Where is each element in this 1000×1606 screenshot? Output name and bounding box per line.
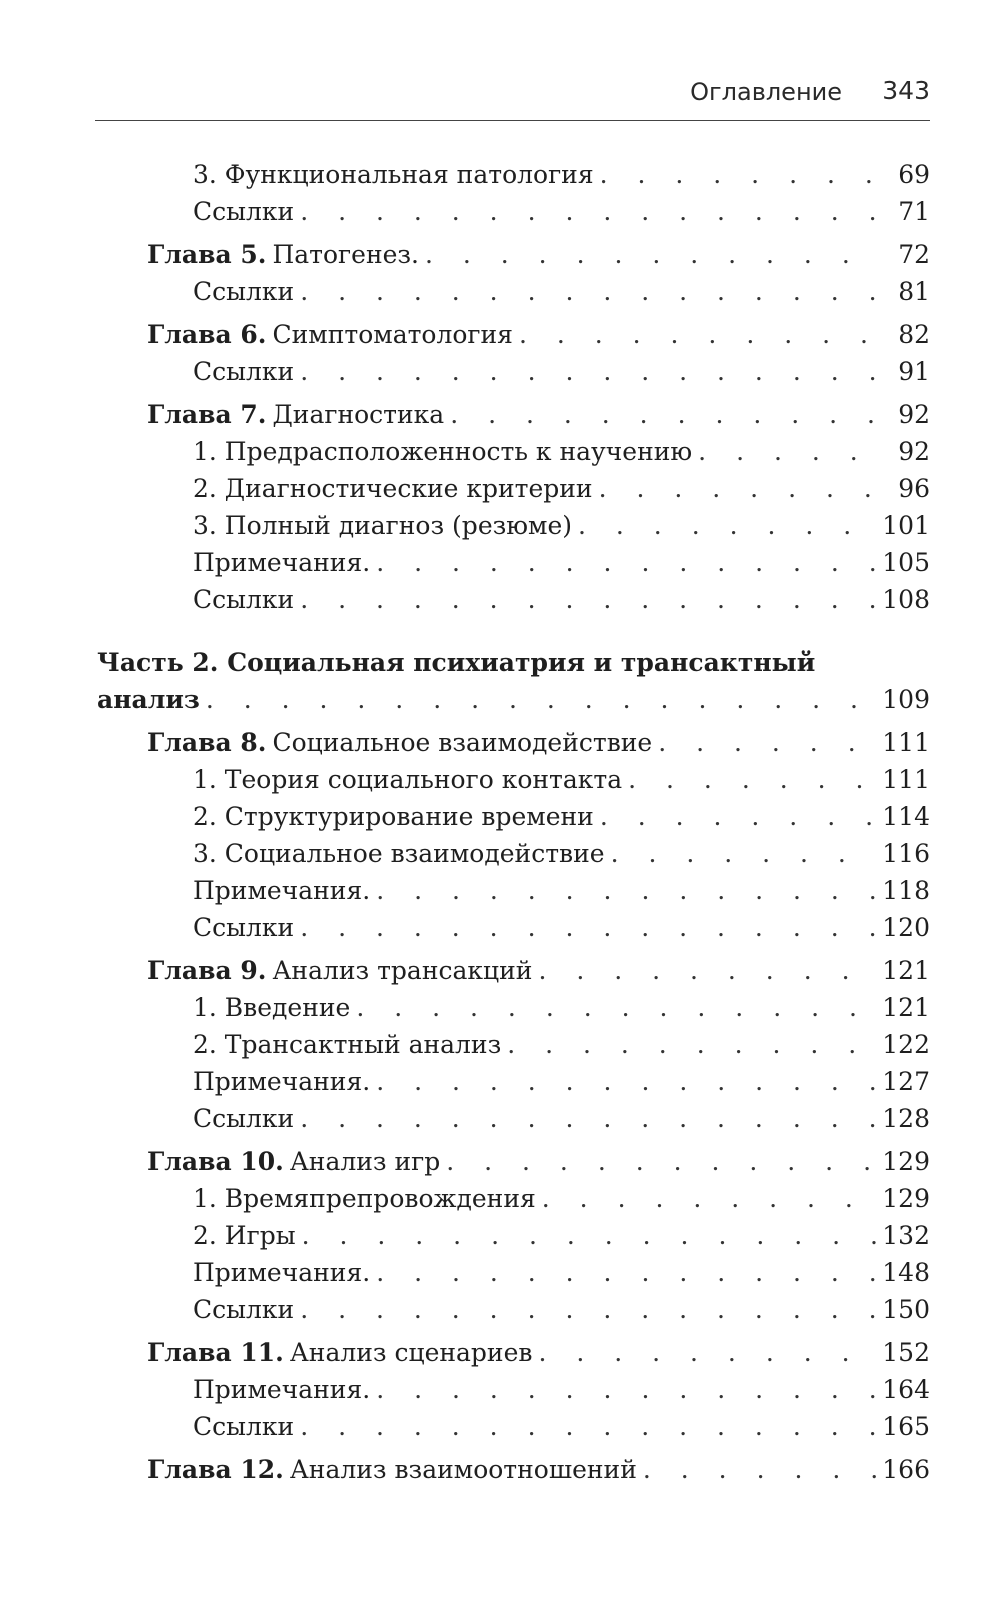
dot-leader [300, 581, 876, 618]
chapter-title: Анализ трансакций [272, 956, 533, 985]
dot-leader [542, 1180, 877, 1217]
toc-entry-label: 3. Функциональная патология [193, 160, 594, 189]
toc-entry[interactable] [0, 835, 1000, 872]
chapter-prefix: Глава 8. [147, 728, 267, 757]
toc-chapter-label [147, 1143, 440, 1180]
toc-entry-label: Примечания. [193, 1375, 371, 1404]
chapter-prefix: Глава 10. [147, 1147, 284, 1176]
toc-chapter-page: 72 [898, 240, 930, 269]
toc-entry-page: 96 [898, 474, 930, 503]
toc-entry[interactable] [0, 353, 1000, 390]
toc-chapter-label [147, 724, 652, 761]
dot-leader [425, 236, 878, 273]
toc-chapter[interactable] [0, 316, 1000, 353]
dot-leader [643, 1451, 876, 1488]
toc-entry[interactable] [0, 193, 1000, 230]
toc-entry-label: Ссылки [193, 277, 295, 306]
chapter-prefix: Глава 12. [147, 1455, 284, 1484]
chapter-title: Анализ взаимоотношений [289, 1455, 637, 1484]
toc-entry-label: 1. Предрасположенность к научению [193, 437, 693, 466]
chapter-title: Патогенез. [272, 240, 419, 269]
toc-part[interactable] [0, 681, 1000, 718]
dot-leader [600, 798, 876, 835]
dot-leader [300, 273, 878, 310]
toc-chapter[interactable] [0, 952, 1000, 989]
dot-leader [376, 872, 876, 909]
toc-entry[interactable] [0, 909, 1000, 946]
toc-entry[interactable] [0, 1217, 1000, 1254]
dot-leader [300, 1408, 876, 1445]
toc-entry-label: Ссылки [193, 1104, 295, 1133]
toc-entry[interactable] [0, 1180, 1000, 1217]
toc-chapter-label [147, 396, 444, 433]
toc-chapter-label [147, 316, 513, 353]
toc-chapter-page: 92 [898, 400, 930, 429]
toc-entry-page: 164 [882, 1375, 930, 1404]
toc-entry[interactable] [0, 470, 1000, 507]
dot-leader [446, 1143, 876, 1180]
toc-chapter[interactable] [0, 1143, 1000, 1180]
toc-entry[interactable] [0, 1026, 1000, 1063]
toc-entry-page: 114 [882, 802, 930, 831]
chapter-prefix: Глава 9. [147, 956, 267, 985]
dot-leader [376, 544, 876, 581]
toc-entry[interactable] [0, 798, 1000, 835]
toc-entry-page: 81 [898, 277, 930, 306]
toc-chapter[interactable] [0, 396, 1000, 433]
toc-entry-label: 3. Полный диагноз (резюме) [193, 511, 573, 540]
toc-entry[interactable] [0, 1408, 1000, 1445]
dot-leader [450, 396, 878, 433]
dot-leader [658, 724, 876, 761]
toc-chapter[interactable] [0, 1451, 1000, 1488]
toc-entry-label: 1. Теория социального контакта [193, 765, 623, 794]
toc-entry[interactable] [0, 872, 1000, 909]
dot-leader [600, 156, 878, 193]
toc-entry-page: 129 [882, 1184, 930, 1213]
page-number: 343 [882, 76, 930, 105]
toc-entry[interactable] [0, 581, 1000, 618]
toc-entry-label: Ссылки [193, 585, 295, 614]
dot-leader [519, 316, 878, 353]
toc-entry[interactable] [0, 1100, 1000, 1137]
toc-chapter-page: 111 [882, 728, 930, 757]
table-of-contents [0, 156, 1000, 1488]
dot-leader [376, 1254, 876, 1291]
toc-entry-page: 116 [882, 839, 930, 868]
dot-leader [578, 507, 876, 544]
toc-entry-page: 132 [882, 1221, 930, 1250]
dot-leader [356, 989, 876, 1026]
toc-entry-label: Примечания. [193, 1067, 371, 1096]
dot-leader [628, 761, 876, 798]
dot-leader [300, 1291, 876, 1328]
toc-entry-page: 120 [882, 913, 930, 942]
toc-entry[interactable] [0, 544, 1000, 581]
toc-chapter-label [147, 952, 532, 989]
toc-chapter-label [147, 236, 419, 273]
toc-entry-page: 101 [882, 511, 930, 540]
dot-leader [300, 909, 876, 946]
toc-entry-label: Примечания. [193, 548, 371, 577]
toc-entry[interactable] [0, 156, 1000, 193]
chapter-prefix: Глава 5. [147, 240, 267, 269]
chapter-prefix: Глава 11. [147, 1338, 284, 1367]
toc-entry[interactable] [0, 1371, 1000, 1408]
toc-entry[interactable] [0, 989, 1000, 1026]
toc-entry-label: 3. Социальное взаимодействие [193, 839, 605, 868]
dot-leader [698, 433, 878, 470]
toc-entry-page: 71 [898, 197, 930, 226]
dot-leader [302, 1217, 877, 1254]
toc-entry[interactable] [0, 433, 1000, 470]
dot-leader [538, 952, 876, 989]
chapter-title: Анализ игр [289, 1147, 441, 1176]
toc-entry-page: 127 [882, 1067, 930, 1096]
toc-entry[interactable] [0, 1291, 1000, 1328]
toc-entry-page: 128 [882, 1104, 930, 1133]
toc-entry-page: 118 [882, 876, 930, 905]
chapter-prefix: Глава 7. [147, 400, 267, 429]
toc-chapter-page: 166 [882, 1455, 930, 1484]
running-header-title: Оглавление [690, 78, 842, 106]
toc-chapter-page: 129 [882, 1147, 930, 1176]
toc-entry-label: Примечания. [193, 1258, 371, 1287]
toc-entry[interactable] [0, 1254, 1000, 1291]
toc-part-title-cont: анализ [97, 685, 200, 714]
toc-chapter[interactable] [0, 724, 1000, 761]
dot-leader [611, 835, 877, 872]
toc-entry[interactable] [0, 761, 1000, 798]
toc-entry-page: 91 [898, 357, 930, 386]
toc-entry[interactable] [0, 1063, 1000, 1100]
dot-leader [300, 193, 878, 230]
toc-entry-page: 111 [882, 765, 930, 794]
toc-part-page: 109 [882, 685, 930, 714]
toc-entry-label: Ссылки [193, 1412, 295, 1441]
toc-entry-label: 2. Игры [193, 1221, 296, 1250]
dot-leader [300, 353, 878, 390]
toc-entry-label: 1. Времяпрепровождения [193, 1184, 536, 1213]
toc-entry-label: Ссылки [193, 1295, 295, 1324]
dot-leader [507, 1026, 876, 1063]
dot-leader [376, 1371, 876, 1408]
toc-chapter-page: 121 [882, 956, 930, 985]
toc-part-title[interactable]: Часть 2. Социальная психиатрия и трансактный [97, 648, 816, 677]
chapter-title: Анализ сценариев [289, 1338, 533, 1367]
toc-entry-page: 150 [882, 1295, 930, 1324]
toc-entry[interactable] [0, 273, 1000, 310]
chapter-prefix: Глава 6. [147, 320, 267, 349]
toc-entry-label: Примечания. [193, 876, 371, 905]
chapter-title: Симптоматология [272, 320, 513, 349]
toc-entry-page: 165 [882, 1412, 930, 1441]
page-header [95, 72, 930, 121]
toc-chapter-page: 82 [898, 320, 930, 349]
chapter-title: Социальное взаимодействие [272, 728, 653, 757]
toc-entry-page: 108 [882, 585, 930, 614]
toc-entry-page: 148 [882, 1258, 930, 1287]
toc-chapter[interactable] [0, 236, 1000, 273]
dot-leader [376, 1063, 876, 1100]
toc-entry-label: 2. Трансактный анализ [193, 1030, 502, 1059]
toc-chapter[interactable] [0, 1334, 1000, 1371]
toc-entry-label: 2. Структурирование времени [193, 802, 594, 831]
toc-entry-page: 69 [898, 160, 930, 189]
toc-entry-label: 2. Диагностические критерии [193, 474, 593, 503]
toc-entry-page: 92 [898, 437, 930, 466]
toc-chapter-page: 152 [882, 1338, 930, 1367]
toc-entry-page: 122 [882, 1030, 930, 1059]
toc-chapter-label [147, 1451, 637, 1488]
chapter-title: Диагностика [272, 400, 445, 429]
dot-leader [206, 681, 876, 718]
toc-entry-label: Ссылки [193, 197, 295, 226]
dot-leader [538, 1334, 876, 1371]
toc-entry-page: 105 [882, 548, 930, 577]
toc-entry-label: Ссылки [193, 913, 295, 942]
toc-entry[interactable] [0, 507, 1000, 544]
dot-leader [300, 1100, 876, 1137]
toc-entry-label: 1. Введение [193, 993, 351, 1022]
toc-chapter-label [147, 1334, 532, 1371]
dot-leader [599, 470, 878, 507]
toc-entry-page: 121 [882, 993, 930, 1022]
toc-entry-label: Ссылки [193, 357, 295, 386]
